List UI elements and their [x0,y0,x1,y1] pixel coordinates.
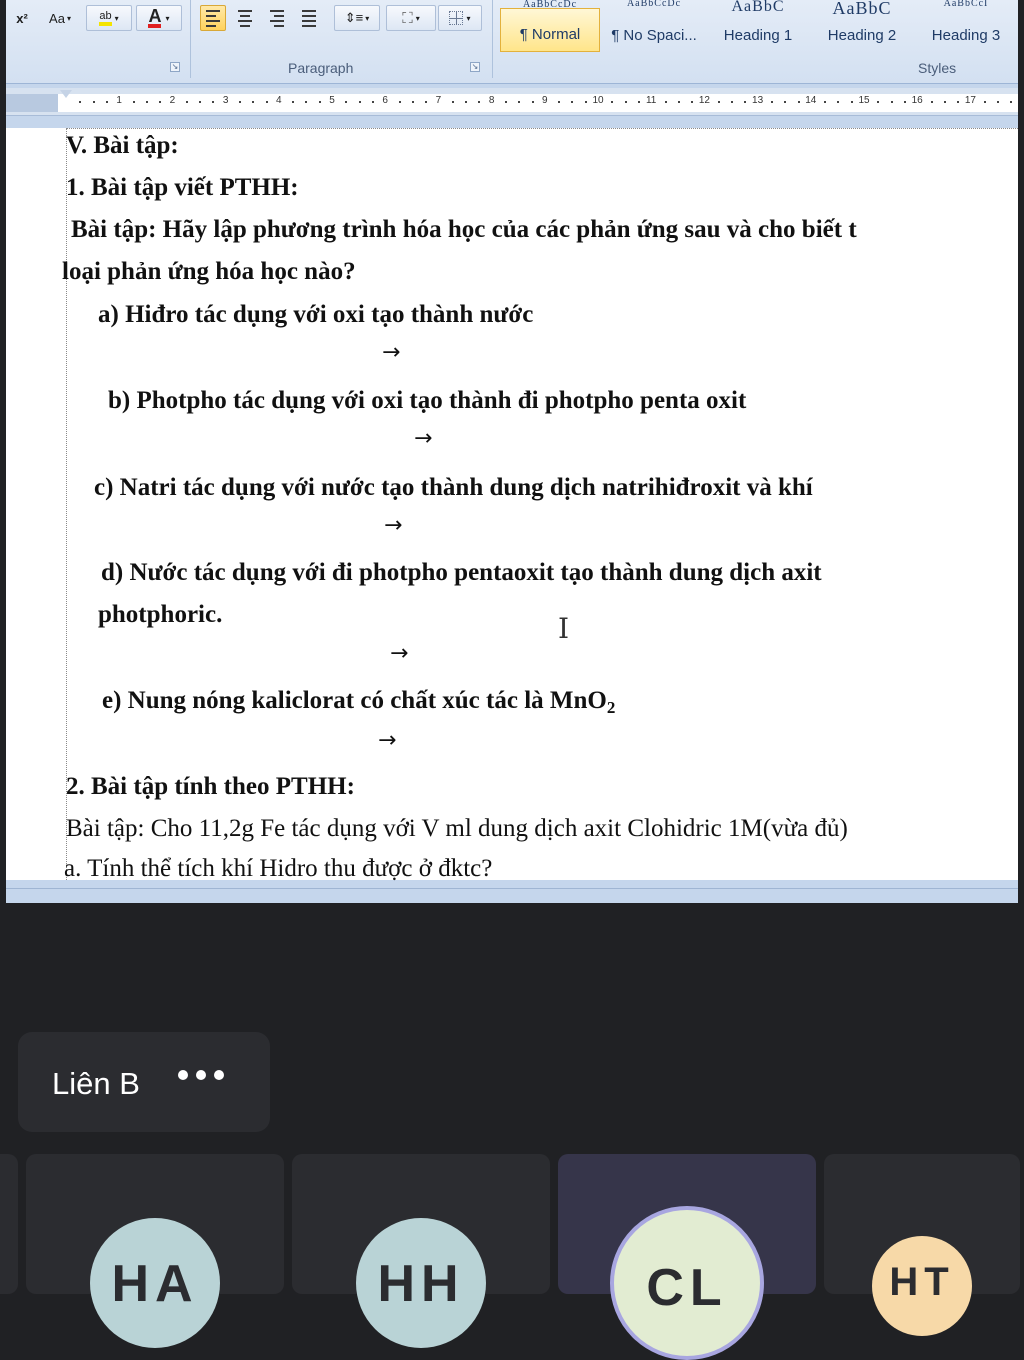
shading-button[interactable] [386,5,436,31]
arrow-e: → [378,728,397,753]
ruler-tick [771,101,773,103]
ruler-number: 17 [964,95,976,106]
ruler-tick [837,101,839,103]
font-color-icon: A [148,6,162,26]
avatar [872,1236,972,1336]
item-d-line-1[interactable]: d) Nước tác dụng với đi photpho pentaoxit tạo thành dung dịch axit [101,559,822,586]
ruler-tick [784,101,786,103]
style-heading-2[interactable] [812,0,912,52]
chevron-down-icon: ▾ [466,13,471,23]
style-no-spacing-label: ¶ No Spaci... [611,27,697,44]
ruler-tick [505,101,507,103]
task2-line-1[interactable] [66,815,848,843]
text-cursor-icon: I [558,612,570,645]
ruler-number: 14 [805,95,817,106]
borders-button[interactable] [438,5,482,31]
align-center-icon [238,10,252,27]
ruler-tick [665,101,667,103]
style-preview: AaBbC [731,0,785,15]
styles-gallery [500,0,1018,56]
chevron-down-icon: ▾ [114,13,119,23]
item-a[interactable]: a) Hiđro tác dụng với oxi tạo thành nước [98,301,534,328]
ruler-tick [891,101,893,103]
ruler-tick [931,101,933,103]
ruler-tick [904,101,906,103]
paragraph-dialog-launcher[interactable]: ↘ [471,62,479,71]
ruler-tick [106,101,108,103]
style-heading-2-label: Heading 2 [827,27,897,44]
presenter-name: Liên B [52,1066,140,1101]
participant-tile-partial [0,1154,18,1294]
subheading-2[interactable]: 2. Bài tập tính theo PTHH: [66,773,355,800]
indent-marker-icon[interactable] [60,90,72,98]
ruler-tick [611,101,613,103]
ruler-number: 12 [698,95,710,106]
arrow-c: → [384,513,403,538]
ruler-tick [292,101,294,103]
ruler-tick [518,101,520,103]
margin-guide [66,128,1018,129]
style-normal[interactable] [500,0,600,52]
align-right-icon [270,10,284,27]
avatar-initials: HT [889,1260,955,1304]
ruler-tick [558,101,560,103]
align-right-button[interactable] [264,5,290,31]
align-left-button[interactable] [200,5,226,31]
highlight-color-button[interactable] [86,5,132,31]
ruler-tick [345,101,347,103]
align-left-icon [206,10,220,27]
ruler-tick [359,101,361,103]
chevron-down-icon: ▾ [365,13,370,23]
ruler-tick [877,101,879,103]
ruler-number: 10 [592,95,604,106]
item-e-text: e) Nung nóng kaliclorat có chất xúc tác là MnO [102,687,607,714]
ruler-margin [6,94,58,112]
avatar [90,1218,220,1348]
intro-line-2[interactable]: loại phản ứng hóa học nào? [62,258,356,285]
margin-guide [66,128,67,880]
subheading-1[interactable]: 1. Bài tập viết PTHH: [66,174,299,201]
avatar-initials: CL [646,1259,728,1317]
border-grid-icon [449,11,463,25]
ruler-tick [984,101,986,103]
ruler-tick [93,101,95,103]
arrow-a: → [382,340,401,365]
intro-line-1[interactable]: Bài tập: Hãy lập phương trình hóa học của các phản ứng sau và cho biết t [71,216,857,243]
line-spacing-button[interactable] [334,5,380,31]
chevron-down-icon: ▾ [165,13,170,23]
styles-group-label: Styles [918,60,957,76]
item-e-subscript: 2 [606,698,616,717]
ruler-tick [678,101,680,103]
paragraph-group-label: Paragraph [288,60,354,76]
task2-line-1-text: Bài tập: Cho 11,2g Fe tác dụng với V ml dung dịch axit Clohidric 1M(vừa đủ) [66,815,848,842]
justify-button[interactable] [296,5,322,31]
superscript-button[interactable] [8,5,36,31]
ruler-tick [798,101,800,103]
style-heading-1-label: Heading 1 [723,27,793,44]
style-heading-3-label: Heading 3 [931,27,1001,44]
ruler-tick [957,101,959,103]
highlight-icon: ab [99,10,111,26]
more-options-icon[interactable] [178,1070,224,1080]
ruler-tick [399,101,401,103]
ruler-tick [212,101,214,103]
ruler-number: 8 [488,95,495,106]
item-c[interactable]: c) Natri tác dụng với nước tạo thành dung dịch natrihiđroxit và khí [94,474,813,501]
arrow-b: → [414,426,433,451]
horizontal-ruler[interactable] [6,88,1018,116]
presenter-name-pill[interactable] [18,1032,270,1132]
ruler-tick [851,101,853,103]
ruler-tick [1010,101,1012,103]
chevron-down-icon: ▾ [415,13,420,23]
style-heading-3[interactable] [916,0,1016,52]
ruler-number: 13 [752,95,764,106]
item-b[interactable]: b) Photpho tác dụng với oxi tạo thành đi photpho penta oxit [108,387,747,414]
ruler-tick [133,101,135,103]
ruler-tick [824,101,826,103]
ruler-number: 7 [435,95,442,106]
participant-tile[interactable] [824,1154,1020,1304]
group-separator [492,0,493,78]
ruler-number: 3 [222,95,229,106]
ruler-tick [718,101,720,103]
change-case-button[interactable] [40,5,80,31]
ruler-tick [585,101,587,103]
ruler-tick [571,101,573,103]
ruler-tick [731,101,733,103]
style-preview: AaBbCcI [943,0,989,9]
ruler-tick [944,101,946,103]
ruler-tick [79,101,81,103]
ruler-number: 6 [382,95,388,106]
avatar-initials: HH [377,1255,465,1313]
change-case-label: Aa [49,10,65,26]
ruler-tick [159,101,161,103]
participant-tile-active-speaker[interactable] [558,1154,816,1317]
ruler-number: 9 [542,95,548,106]
superscript-label: x² [16,10,28,26]
ruler-tick [252,101,254,103]
style-heading-1[interactable] [708,0,808,52]
word-window [6,0,1018,903]
avatar-initials: HA [111,1255,199,1313]
ruler-tick [997,101,999,103]
item-d-line-2[interactable]: photphoric. [98,601,223,628]
ruler-number: 5 [329,95,335,106]
ruler-number: 4 [276,95,282,106]
ruler-tick [638,101,640,103]
ruler-number: 15 [858,95,870,106]
ruler-number: 1 [116,95,122,106]
style-no-spacing[interactable] [604,0,704,52]
style-preview: AaBbCcDc [626,0,682,9]
ruler-track [58,94,1018,112]
ruler-number: 2 [169,95,176,106]
group-separator [190,0,191,78]
ruler-tick [266,101,268,103]
ruler-tick [625,101,627,103]
ruler-tick [305,101,307,103]
ruler-tick [425,101,427,103]
window-bottom-edge [6,888,1018,903]
font-color-button[interactable] [136,5,182,31]
ruler-tick [465,101,467,103]
ruler-tick [532,101,534,103]
ruler-tick [372,101,374,103]
justify-icon [302,10,316,27]
participant-tile[interactable] [292,1154,550,1313]
avatar [610,1206,764,1360]
ruler-tick [186,101,188,103]
ruler-tick [744,101,746,103]
style-normal-label: ¶ Normal [519,26,581,43]
ruler-tick [412,101,414,103]
font-dialog-launcher[interactable]: ↘ [171,62,179,71]
document-page[interactable] [6,128,1018,880]
ruler-tick [319,101,321,103]
ribbon [6,0,1018,84]
task2-line-2[interactable]: a. Tính thể tích khí Hidro thu được ở đktc? [64,855,493,882]
section-heading[interactable]: V. Bài tập: [66,132,179,159]
arrow-d: → [390,641,409,666]
style-preview: AaBbCcDc [522,0,578,10]
avatar [356,1218,486,1348]
line-spacing-icon: ⇕≡ [344,10,364,25]
ruler-tick [199,101,201,103]
ruler-number: 11 [645,95,657,106]
ruler-tick [239,101,241,103]
chevron-down-icon: ▾ [66,13,71,23]
align-center-button[interactable] [232,5,258,31]
document-area[interactable] [6,118,1018,888]
ruler-number: 16 [911,95,923,106]
style-preview: AaBbC [832,0,892,18]
item-e[interactable] [102,687,615,718]
ruler-tick [452,101,454,103]
ruler-tick [478,101,480,103]
paint-bucket-icon: ⛶ [402,9,413,27]
ruler-tick [146,101,148,103]
participant-tile[interactable] [26,1154,284,1313]
ruler-tick [691,101,693,103]
